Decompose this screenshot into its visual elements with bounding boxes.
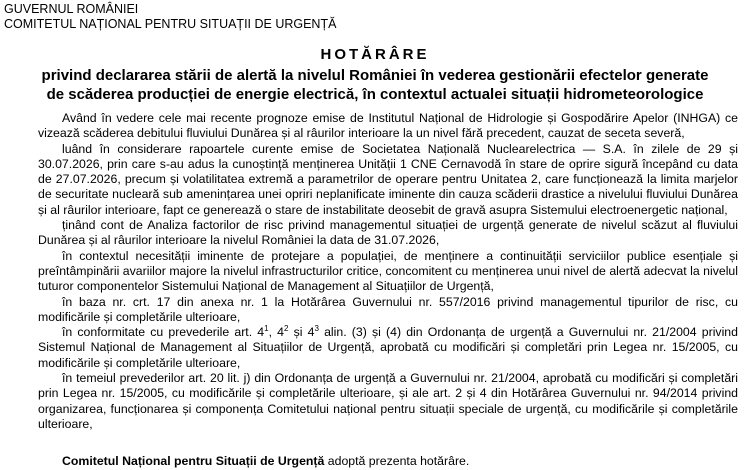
closing-committee-name: Comitetul Național pentru Situații de Urgență — [62, 454, 325, 468]
paragraph-rapoarte: luând în considerare rapoartele curente emise de Societatea Națională Nuclearelectrica — S.A. în zilele de 29 și 30.07.2026, prin care s-au adus la cunoștință menținerea Unității 1 CNE Cernavodă în stare de oprire sigură începând cu data de 27.07.2026, precum și volatilitatea extremă a parametrilor de operare pentru Unitatea 2, care funcționează la limita marjelor de securitate nucleară sub amenințarea unei opriri neplanificate iminente din cauza scăderii drastice a nivelului fluviului Dunărea și al râurilor interioare, fapt ce generează o stare de instabilitate deosebit de gravă asupra Sistemului electroenergetic național, — [38, 141, 738, 217]
closing-text: adoptă prezenta hotărâre. — [324, 454, 470, 468]
art-text-d: alin. (3) și (4) din Ordonanța de urgență a Guvernului nr. 21/2004 privind Sistemul Național de Management al Situațiilor de Urgență, aprobată cu modificări și completări prin Legea nr. 15/2005, cu modificările și completările ulterioare, — [38, 325, 738, 370]
document-header — [4, 2, 336, 32]
paragraph-temei: în temeiul prevederilor art. 20 lit. j) din Ordonanța de urgență a Guvernului nr. 21/2004, aprobată cu modificări și completări prin Legea nr. 15/2005, cu modificările și completările ulterioare, și ale art. 2 și 4 din Hotărârea Guvernului nr. 94/2014 privind organizarea, funcționarea și componența Comitetului național pentru situații speciale de urgență, cu modificările și completările ulterioare, — [38, 371, 738, 431]
document-body — [38, 111, 738, 432]
art-text-c: și 4 — [288, 325, 315, 340]
paragraph-context: în contextul necesității iminente de protejare a populației, de menținere a continuității serviciilor publice esențiale și preîntâmpinării avariilor majore la nivelul infrastructurilor critice, concomitent cu menținerea unui nivel de alertă adecvat la nivelul tuturor componentelor Sistemului Național de Management al Situațiilor de Urgență, — [38, 248, 738, 294]
subtitle-line-1: privind declararea stării de alertă la nivelul României în vederea gestionării efectelor generate — [41, 67, 709, 84]
paragraph-analiza: ținând cont de Analiza factorilor de risc privind managementul situației de urgență generate de nivelul scăzut al fluviului Dunărea și al râurilor interioare la nivelul României la data de 31.07.2026, — [38, 218, 738, 248]
paragraph-prognoze: Având în vedere cele mai recente prognoze emise de Institutul Național de Hidrologie și Gospodărire Apelor (INHGA) ce vizează scăderea debitului fluviului Dunărea și al râurilor interioare la un nivel fără precedent, cauzat de seceta severă, — [38, 111, 738, 141]
art-sup-3: 3 — [314, 324, 319, 334]
document-title: HOTĂRÂRE — [320, 46, 430, 63]
art-sup-1: 1 — [264, 324, 269, 334]
issuer-committee: COMITETUL NAȚIONAL PENTRU SITUAȚII DE URGENȚĂ — [4, 17, 337, 31]
art-text-a: în conformitate cu prevederile art. 4 — [62, 325, 265, 340]
closing-statement — [62, 454, 742, 469]
issuer-government: GUVERNUL ROMÂNIEI — [4, 2, 139, 16]
document-subtitle — [0, 66, 750, 104]
art-sup-2: 2 — [284, 324, 289, 334]
subtitle-line-2: de scăderea producției de energie electrică, în contextul actualei situații hidrometeorologice — [46, 86, 704, 103]
art-text-b: , 4 — [268, 325, 284, 340]
paragraph-conformitate — [38, 325, 738, 371]
paragraph-baza: în baza nr. crt. 17 din anexa nr. 1 la Hotărârea Guvernului nr. 557/2016 privind managementul tipurilor de risc, cu modificările și completările ulterioare, — [38, 294, 738, 324]
